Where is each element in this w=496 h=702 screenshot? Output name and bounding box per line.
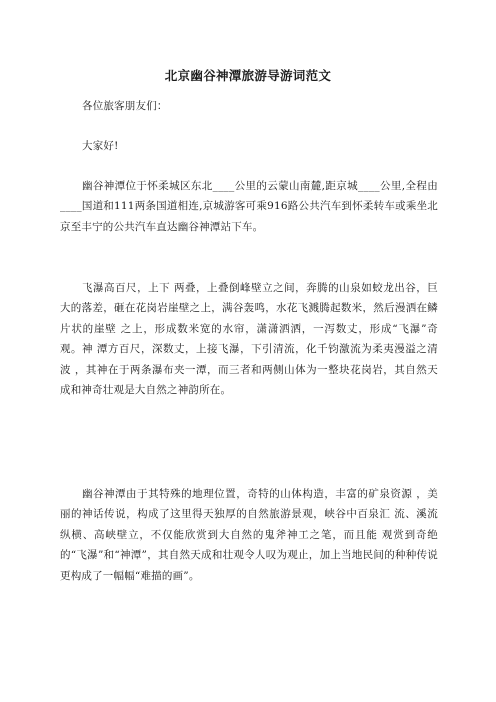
greeting: 大家好! [82,140,119,152]
salutation: 各位旅客朋友们： [82,100,168,112]
paragraph-waterfall: 飞瀑高百尺，上下 两叠，上叠倒峰壁立之间，奔腾的山泉如蛟龙出谷，巨大的落差，砸在花岗岩崖壁之上，满谷轰鸣，水花飞溅腾起数米，然后漫洒在鳞片状的崖壁 之上，形成数米宽的水帘，潇潇洒洒，一泻数丈，形成“飞瀑”奇观。神 潭方百尺，深数丈，上接飞瀑，下引清流，化千钧激流为柔夷漫溢之清波 ，其神在于两条瀑布夹一潭，而三者和两侧山体为一整块花岗岩，其自然天成和神奇壮观是大自然之神韵所在。 [60,282,438,397]
document-title: 北京幽谷神潭旅游导游词范文 [164,68,332,83]
paragraph-scenery: 幽谷神潭由于其特殊的地理位置，奇特的山体构造，丰富的矿泉资源 ，美丽的神话传说，构成了这里得天独厚的自然旅游景观，峡谷中百泉汇 流、溪流纵横、高峡壁立，不仅能欣赏到大自然的鬼斧神工之笔，而且能 观赏到奇绝的“飞瀑”和“神潭”，其自然天成和壮观令人叹为观止，加上当地民间的种种传说更构成了一幅幅“难描的画”。 [60,488,438,582]
paragraph-location: 幽谷神潭位于怀柔城区东北____公里的云蒙山南麓,距京城____公里,全程由____国道和111两条国道相连,京城游客可乘916路公共汽车到怀柔转车或乘坐北京至丰宁的公共汽车直达幽谷神潭站下车。 [60,180,438,233]
